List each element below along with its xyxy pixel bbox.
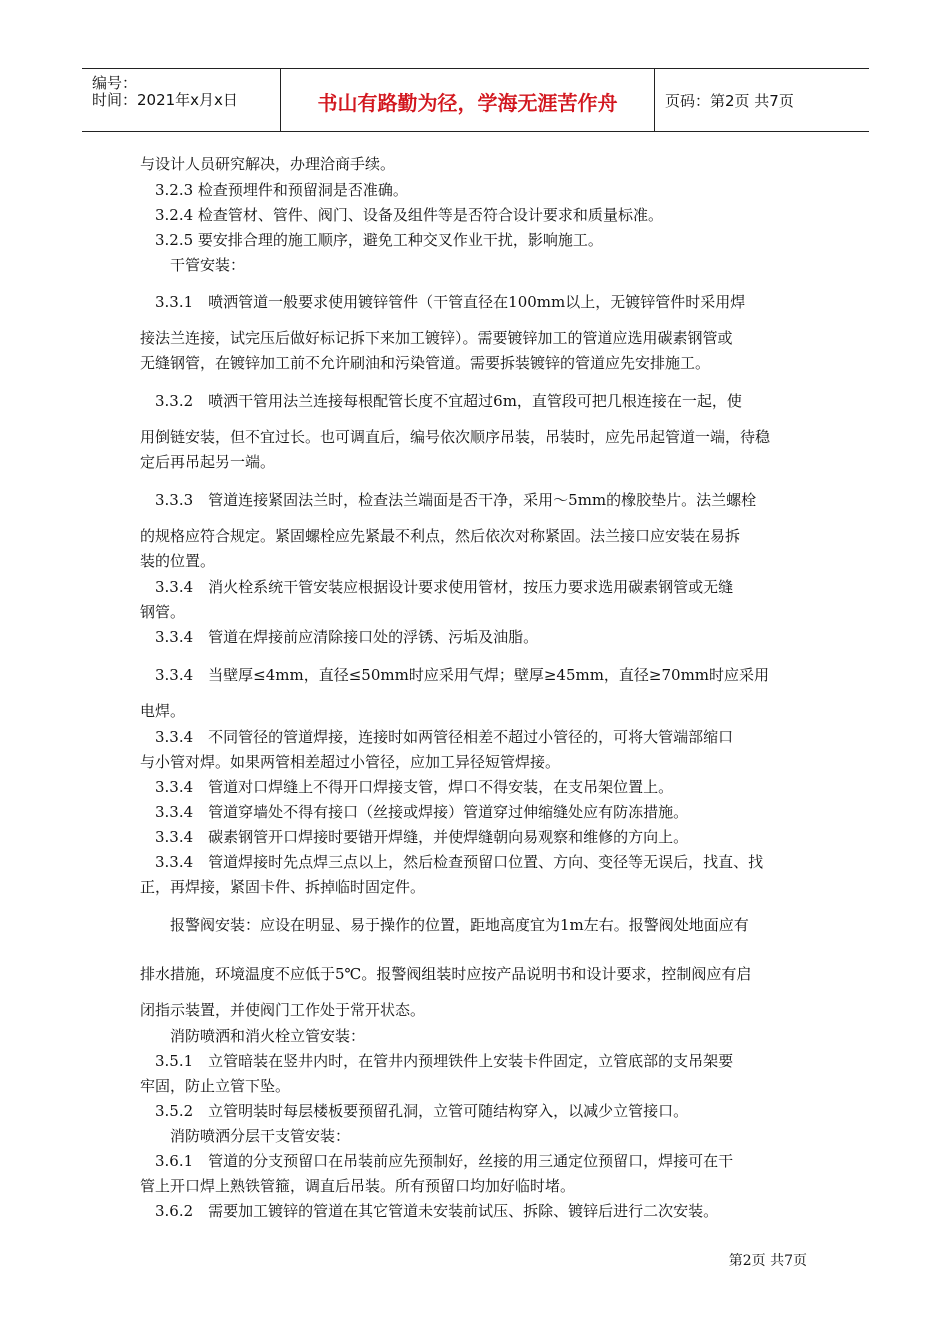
text-line: 3.3.4 碳素钢管开口焊接时要错开焊缝，并使焊缝朝向易观察和维修的方向上。 xyxy=(140,828,689,846)
text-line: 3.3.1 喷洒管道一般要求使用镀锌管件（干管直径在100mm以上，无镀锌管件时采用焊 xyxy=(140,293,746,311)
text-line: 与设计人员研究解决，办理洽商手续。 xyxy=(140,155,396,173)
text-line: 报警阀安装：应设在明显、易于操作的位置，距地高度宜为1m左右。报警阀处地面应有 xyxy=(140,916,749,934)
text-line: 正，再焊接，紧固卡件、拆掉临时固定件。 xyxy=(140,878,426,896)
text-line: 3.3.4 管道焊接时先点焊三点以上，然后检查预留口位置、方向、变径等无误后，找直、找 xyxy=(140,853,764,871)
text-line: 3.2.5 要安排合理的施工顺序，避免工种交叉作业干扰，影响施工。 xyxy=(140,231,603,249)
page-header xyxy=(82,68,869,132)
text-line: 管上开口焊上熟铁管箍，调直后吊装。所有预留口均加好临时堵。 xyxy=(140,1177,576,1195)
section-heading: 干管安装： xyxy=(140,256,246,274)
text-line: 3.3.4 管道在焊接前应清除接口处的浮锈、污垢及油脂。 xyxy=(140,628,539,646)
section-heading: 消防喷洒分层干支管安装： xyxy=(140,1127,351,1145)
text-line: 电焊。 xyxy=(140,702,186,720)
text-line: 无缝钢管，在镀锌加工前不允许刷油和污染管道。需要拆装镀锌的管道应先安排施工。 xyxy=(140,354,711,372)
text-line: 钢管。 xyxy=(140,603,186,621)
footer-page-number: 第2页 共7页 xyxy=(728,1253,807,1269)
header-page-number: 页码：第2页 共7页 xyxy=(665,92,794,110)
text-line: 闭指示装置，并使阀门工作处于常开状态。 xyxy=(140,1001,426,1019)
text-line: 3.2.4 检查管材、管件、阀门、设备及组件等是否符合设计要求和质量标准。 xyxy=(140,206,663,224)
text-line: 3.3.4 管道穿墙处不得有接口（丝接或焊接）管道穿过伸缩缝处应有防冻措施。 xyxy=(140,803,689,821)
text-line: 3.3.4 消火栓系统干管安装应根据设计要求使用管材，按压力要求选用碳素钢管或无缝 xyxy=(140,578,734,596)
text-line: 定后再吊起另一端。 xyxy=(140,453,276,471)
text-line: 3.5.2 立管明装时每层楼板要预留孔洞，立管可随结构穿入，以减少立管接口。 xyxy=(140,1102,689,1120)
text-line: 3.3.4 管道对口焊缝上不得开口焊接支管，焊口不得安装，在支吊架位置上。 xyxy=(140,778,674,796)
text-line: 3.3.3 管道连接紧固法兰时，检查法兰端面是否干净，采用～5mm的橡胶垫片。法兰螺栓 xyxy=(140,491,757,509)
text-line: 装的位置。 xyxy=(140,552,216,570)
text-line: 3.5.1 立管暗装在竖井内时，在管井内预埋铁件上安装卡件固定，立管底部的支吊架要 xyxy=(140,1052,734,1070)
header-motto: 书山有路勤为径，学海无涯苦作舟 xyxy=(317,91,618,115)
section-heading: 消防喷洒和消火栓立管安装： xyxy=(140,1027,366,1045)
text-line: 与小管对焊。如果两管相差超过小管径，应加工异径短管焊接。 xyxy=(140,753,561,771)
document-code: 编号： xyxy=(92,74,138,92)
text-line: 的规格应符合规定。紧固螺栓应先紧最不利点，然后依次对称紧固。法兰接口应安装在易拆 xyxy=(140,527,741,545)
text-line: 用倒链安装，但不宜过长。也可调直后，编号依次顺序吊装，吊装时，应先吊起管道一端，待稳 xyxy=(140,428,771,446)
text-line: 接法兰连接，试完压后做好标记拆下来加工镀锌）。需要镀锌加工的管道应选用碳素钢管或 xyxy=(140,329,733,347)
text-line: 排水措施，环境温度不应低于5℃。报警阀组装时应按产品说明书和设计要求，控制阀应有启 xyxy=(140,965,752,983)
header-info-cell xyxy=(82,69,281,131)
text-line: 3.3.4 当壁厚≤4mm，直径≤50mm时应采用气焊；壁厚≥45mm，直径≥70mm时应采用 xyxy=(140,666,770,684)
header-page-cell xyxy=(655,69,869,131)
header-motto-cell xyxy=(281,69,655,131)
document-date: 时间：2021年x月x日 xyxy=(92,91,238,109)
text-line: 3.3.4 不同管径的管道焊接，连接时如两管径相差不超过小管径的，可将大管端部缩口 xyxy=(140,728,734,746)
text-line: 牢固，防止立管下坠。 xyxy=(140,1077,291,1095)
text-line: 3.3.2 喷洒干管用法兰连接每根配管长度不宜超过6m，直管段可把几根连接在一起，使 xyxy=(140,392,742,410)
text-line: 3.6.2 需要加工镀锌的管道在其它管道未安装前试压、拆除、镀锌后进行二次安装。 xyxy=(140,1202,719,1220)
text-line: 3.2.3 检查预埋件和预留洞是否准确。 xyxy=(140,181,408,199)
text-line: 3.6.1 管道的分支预留口在吊装前应先预制好，丝接的用三通定位预留口，焊接可在干 xyxy=(140,1152,734,1170)
